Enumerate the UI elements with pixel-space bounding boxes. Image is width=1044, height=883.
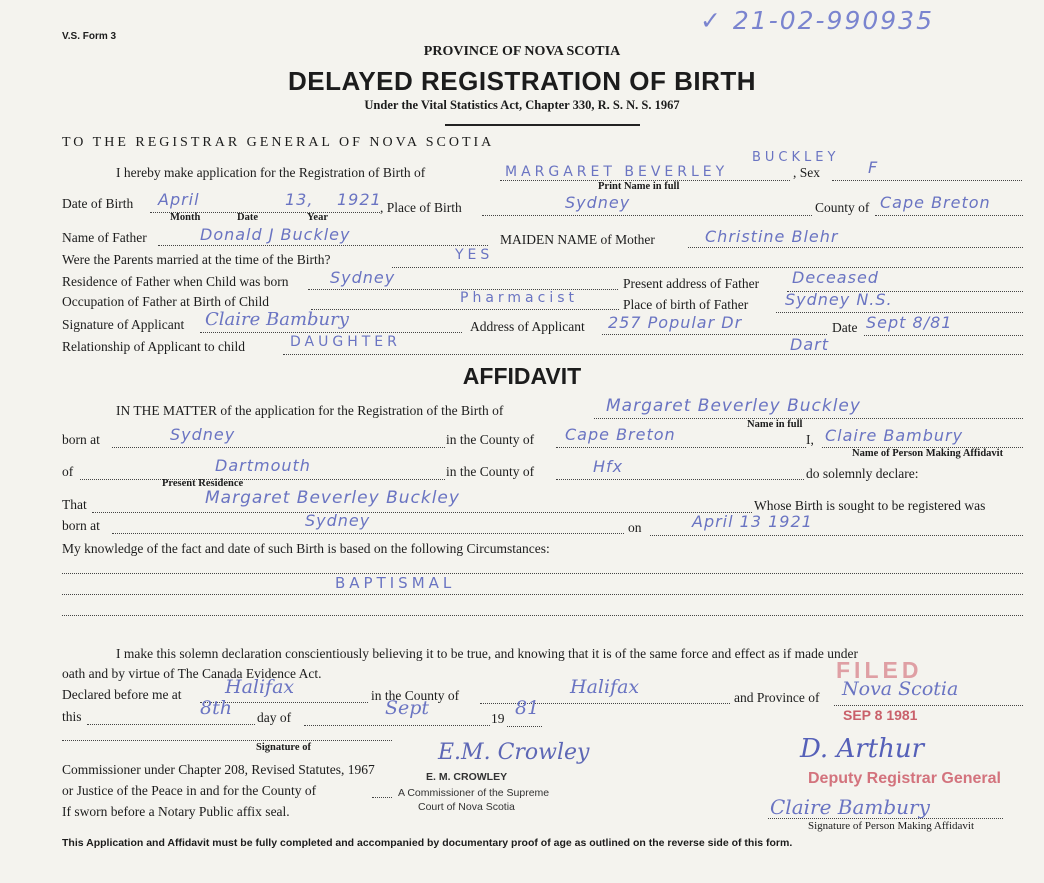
father-value: Donald J Buckley	[200, 225, 351, 244]
relationship-label: Relationship of Applicant to child	[62, 339, 245, 354]
dob-day: 13,	[285, 190, 314, 209]
on-value: April 13 1921	[692, 512, 813, 531]
dob-month: April	[158, 190, 200, 209]
residence-value: Dartmouth	[215, 456, 311, 475]
declared-county-value: Halifax	[570, 676, 640, 698]
dob-label: Date of Birth	[62, 196, 134, 211]
application-text: I hereby make application for the Registration of Birth of	[116, 165, 426, 180]
declared-label: Declared before me at	[62, 687, 182, 702]
child-name: MARGARET BEVERLEY	[505, 164, 729, 180]
affidavit-name: Margaret Beverley Buckley	[606, 396, 861, 416]
matter-text: IN THE MATTER of the application for the Registration of the Birth of	[116, 403, 504, 418]
relationship-extra: Dart	[790, 335, 829, 354]
pob-label: , Place of Birth	[380, 200, 462, 215]
year-value: 81	[515, 697, 540, 719]
affidavit-title: AFFIDAVIT	[462, 363, 582, 389]
address-value: 257 Popular Dr	[608, 313, 743, 332]
signature-label: Signature of Applicant	[62, 317, 185, 332]
present-address-value: Deceased	[792, 268, 879, 287]
mother-value: Christine Blehr	[705, 227, 839, 246]
occupation-value: Pharmacist	[460, 290, 578, 306]
commissioner-stamp-line2: A Commissioner of the Supreme	[398, 787, 550, 799]
subtitle: Under the Vital Statistics Act, Chapter 330, R. S. N. S. 1967	[364, 98, 680, 112]
dob-year: 1921	[337, 190, 382, 209]
form-number: V.S. Form 3	[62, 31, 117, 42]
deputy-registrar-stamp: Deputy Registrar General	[808, 770, 1001, 787]
present-address-label: Present address of Father	[623, 276, 760, 291]
notary-text: If sworn before a Notary Public affix seal.	[62, 804, 290, 819]
province-heading: PROVINCE OF NOVA SCOTIA	[423, 44, 621, 59]
knowledge-text: My knowledge of the fact and date of such Birth is based on the following Circumstances:	[62, 541, 550, 556]
file-number: ✓ 21-02-990935	[700, 6, 934, 35]
date-label: Date	[832, 320, 858, 335]
date-value: Sept 8/81	[866, 313, 953, 332]
whose-birth: Whose Birth is sought to be registered was	[754, 498, 986, 513]
county-value: Cape Breton	[880, 193, 991, 212]
married-value: YES	[455, 247, 494, 263]
province-label: and Province of	[734, 690, 820, 705]
affiant-caption: Name of Person Making Affidavit	[852, 448, 1004, 459]
county2-value: Hfx	[593, 457, 624, 476]
on-label: on	[628, 520, 642, 535]
i-label: I,	[806, 432, 814, 447]
month-caption: Month	[170, 212, 201, 223]
relationship-value: DAUGHTER	[290, 334, 401, 350]
declaration-line1: I make this solemn declaration conscientiously believing it to be true, and knowing that it is of the same force and effect as if made under	[116, 646, 859, 661]
name-in-full-caption: Name in full	[747, 419, 803, 430]
province-value: Nova Scotia	[842, 678, 959, 700]
day-of-label: day of	[257, 710, 292, 725]
mother-label: MAIDEN NAME of Mother	[500, 232, 655, 247]
affiant-name: Claire Bambury	[825, 426, 964, 445]
county-label: County of	[815, 200, 870, 215]
declaration-line2: oath and by virtue of The Canada Evidence Act.	[62, 666, 322, 681]
address-label: Address of Applicant	[470, 319, 585, 334]
year-caption: Year	[307, 212, 328, 223]
affiant-signature-caption: Signature of Person Making Affidavit	[808, 820, 974, 832]
present-residence-caption: Present Residence	[162, 478, 244, 489]
circumstances-value: BAPTISMAL	[335, 574, 456, 592]
day-value: 8th	[200, 697, 232, 719]
affiant-signature: Claire Bambury	[770, 795, 930, 819]
declared-value: Halifax	[225, 676, 295, 698]
date-caption: Date	[237, 212, 258, 223]
to-registrar: TO THE REGISTRAR GENERAL OF NOVA SCOTIA	[62, 135, 495, 150]
residence-label: Residence of Father when Child was born	[62, 274, 289, 289]
this-label: this	[62, 709, 82, 724]
month-value: Sept	[385, 697, 430, 719]
justice-text: or Justice of the Peace in and for the County of	[62, 783, 317, 798]
residence-value: Sydney	[330, 268, 396, 287]
married-label: Were the Parents married at the time of the Birth?	[62, 252, 331, 267]
applicant-signature: Claire Bambury	[205, 309, 349, 330]
pob-father-label: Place of birth of Father	[623, 297, 749, 312]
footer-note: This Application and Affidavit must be fully completed and accompanied by documentary proof of age as outlined on the reverse side of this form.	[62, 837, 793, 849]
pob-value: Sydney	[565, 193, 631, 212]
solemnly-declare: do solemnly declare:	[806, 466, 919, 481]
born-at2-value: Sydney	[305, 511, 371, 530]
commissioner-stamp-line3: Court of Nova Scotia	[418, 801, 515, 813]
sex-value: F	[868, 158, 879, 177]
county2-label: in the County of	[446, 464, 535, 479]
of-label: of	[62, 464, 74, 479]
occupation-label: Occupation of Father at Birth of Child	[62, 294, 269, 309]
commissioner-signature: E.M. Crowley	[438, 740, 590, 765]
sex-label: , Sex	[793, 165, 820, 180]
born-at2-label: born at	[62, 518, 100, 533]
commissioner-stamp-name: E. M. CROWLEY	[426, 771, 508, 783]
child-surname: BUCKLEY	[752, 150, 840, 165]
commissioner-text: Commissioner under Chapter 208, Revised Statutes, 1967	[62, 762, 375, 777]
nineteen-label: 19	[491, 711, 505, 726]
county-label: in the County of	[446, 432, 535, 447]
deputy-signature: D. Arthur	[800, 734, 925, 764]
signature-of-caption: Signature of	[256, 742, 311, 753]
page-title: DELAYED REGISTRATION OF BIRTH	[287, 66, 757, 96]
born-at-value: Sydney	[170, 425, 236, 444]
title-rule	[445, 124, 640, 126]
that-value: Margaret Beverley Buckley	[205, 488, 460, 508]
filed-stamp: FILED	[836, 657, 923, 683]
filed-date-stamp: SEP 8 1981	[843, 707, 918, 723]
father-label: Name of Father	[62, 230, 147, 245]
county-value: Cape Breton	[565, 425, 676, 444]
that-label: That	[62, 497, 87, 512]
pob-father-value: Sydney N.S.	[785, 290, 893, 309]
born-at-label: born at	[62, 432, 100, 447]
declared-county-label: in the County of	[371, 688, 460, 703]
print-name-caption: Print Name in full	[598, 181, 680, 192]
